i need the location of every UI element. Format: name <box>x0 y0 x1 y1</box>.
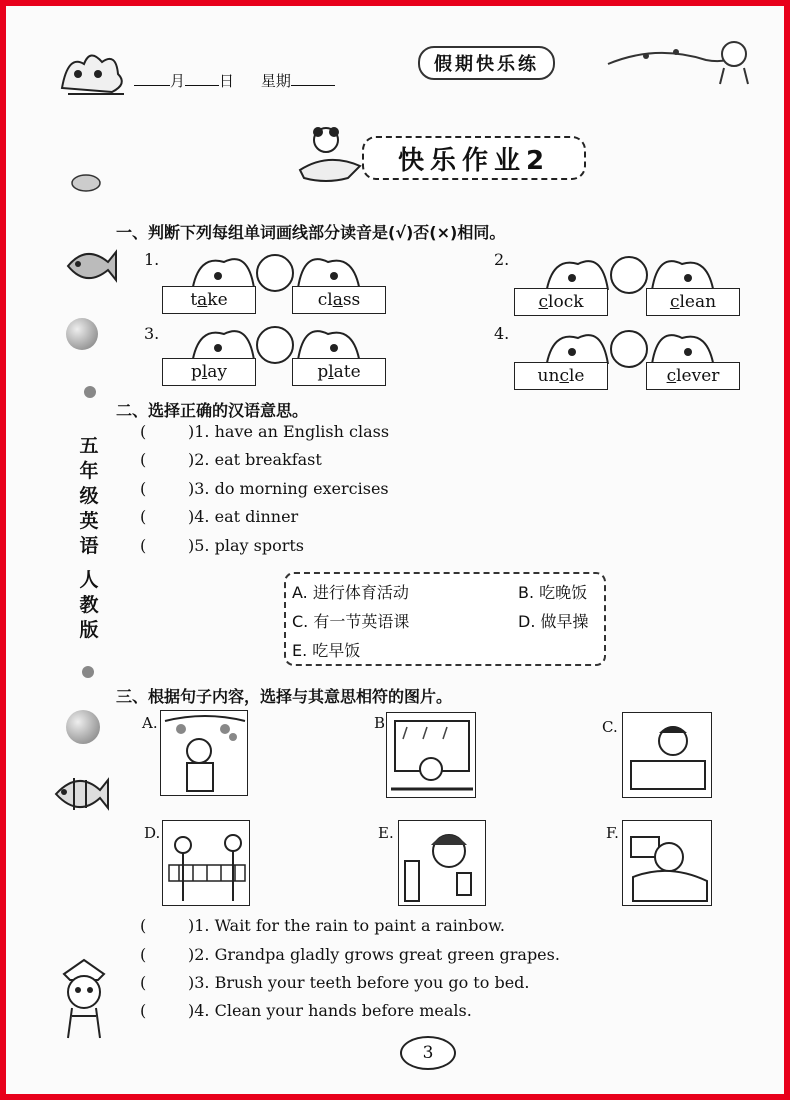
option-b: B. 吃晚饭 <box>518 583 588 602</box>
answer-circle-3[interactable] <box>256 326 294 364</box>
picture-label-e: E. <box>378 824 394 842</box>
section2-item-1: ( )1. have an English class <box>140 422 390 441</box>
word-clock: c lock <box>514 288 608 316</box>
grade-label: 五 年 级 英 语 <box>79 435 99 557</box>
option-d: D. 做早操 <box>518 612 589 631</box>
dog-mascot-icon <box>50 956 120 1042</box>
picture-boy-waking-bed <box>622 712 712 798</box>
page-title: 快乐作业2 <box>362 136 586 180</box>
section3-item-3: ( )3. Brush your teeth before you go to bed. <box>140 973 530 992</box>
group1-number: 1. <box>144 250 160 269</box>
option-e: E. 吃早饭 <box>292 641 361 660</box>
group2-number: 2. <box>494 250 510 269</box>
section3-item-4: ( )4. Clean your hands before meals. <box>140 1001 472 1020</box>
word-play: p l ay <box>162 358 256 386</box>
flower-logo-icon <box>54 44 134 100</box>
answer-circle-4[interactable] <box>610 330 648 368</box>
section2-item-2: ( )2. eat breakfast <box>140 450 322 469</box>
section3-item-1: ( )1. Wait for the rain to paint a rainbow. <box>140 916 505 935</box>
section2-heading: 二、选择正确的汉语意思。 <box>116 401 309 420</box>
word-uncle: un c le <box>514 362 608 390</box>
option-c: C. 有一节英语课 <box>292 612 410 631</box>
answer-circle-2[interactable] <box>610 256 648 294</box>
group3-number: 3. <box>144 324 160 343</box>
page-number: 3 <box>400 1036 456 1070</box>
word-class: cl a ss <box>292 286 386 314</box>
tropical-fish-icon <box>62 242 118 288</box>
bubble-icon <box>66 710 100 744</box>
picture-label-f: F. <box>606 824 619 842</box>
word-clean: c lean <box>646 288 740 316</box>
picture-label-d: D. <box>144 824 161 842</box>
picture-girl-window-rain <box>386 712 476 798</box>
section2-item-5: ( )5. play sports <box>140 536 304 555</box>
section2-item-3: ( )3. do morning exercises <box>140 479 389 498</box>
branch-decoration-icon <box>606 34 756 90</box>
small-bubble-icon <box>82 666 94 678</box>
word-plate: p l ate <box>292 358 386 386</box>
picture-label-a: A. <box>142 714 158 732</box>
date-line: 月 日 星期 <box>134 70 335 91</box>
picture-kids-badminton <box>162 820 250 906</box>
answer-circle-1[interactable] <box>256 254 294 292</box>
worksheet-page <box>6 6 784 1094</box>
girl-plane-icon <box>298 124 364 188</box>
small-fish-icon <box>66 172 106 194</box>
picture-boy-sleeping <box>622 820 712 906</box>
section2-item-4: ( )4. eat dinner <box>140 507 299 526</box>
clownfish-icon <box>52 770 112 816</box>
picture-label-b: B. <box>374 714 390 732</box>
word-clever: c lever <box>646 362 740 390</box>
small-bubble-icon <box>84 386 96 398</box>
bubble-icon <box>66 318 98 350</box>
picture-grandpa-grapes <box>160 710 248 796</box>
edition-label: 人 教 版 <box>79 569 99 641</box>
option-a: A. 进行体育活动 <box>292 583 409 602</box>
picture-label-c: C. <box>602 718 618 736</box>
holiday-banner: 假期快乐练 <box>418 46 555 80</box>
word-take: t a ke <box>162 286 256 314</box>
section3-item-2: ( )2. Grandpa gladly grows great green grapes. <box>140 945 560 964</box>
section1-heading: 一、判断下列每组单词画线部分读音是(√)否(×)相同。 <box>116 223 506 242</box>
section3-heading: 三、根据句子内容，选择与其意思相符的图片。 <box>116 687 453 706</box>
picture-girl-brushing-teeth <box>398 820 486 906</box>
group4-number: 4. <box>494 324 510 343</box>
